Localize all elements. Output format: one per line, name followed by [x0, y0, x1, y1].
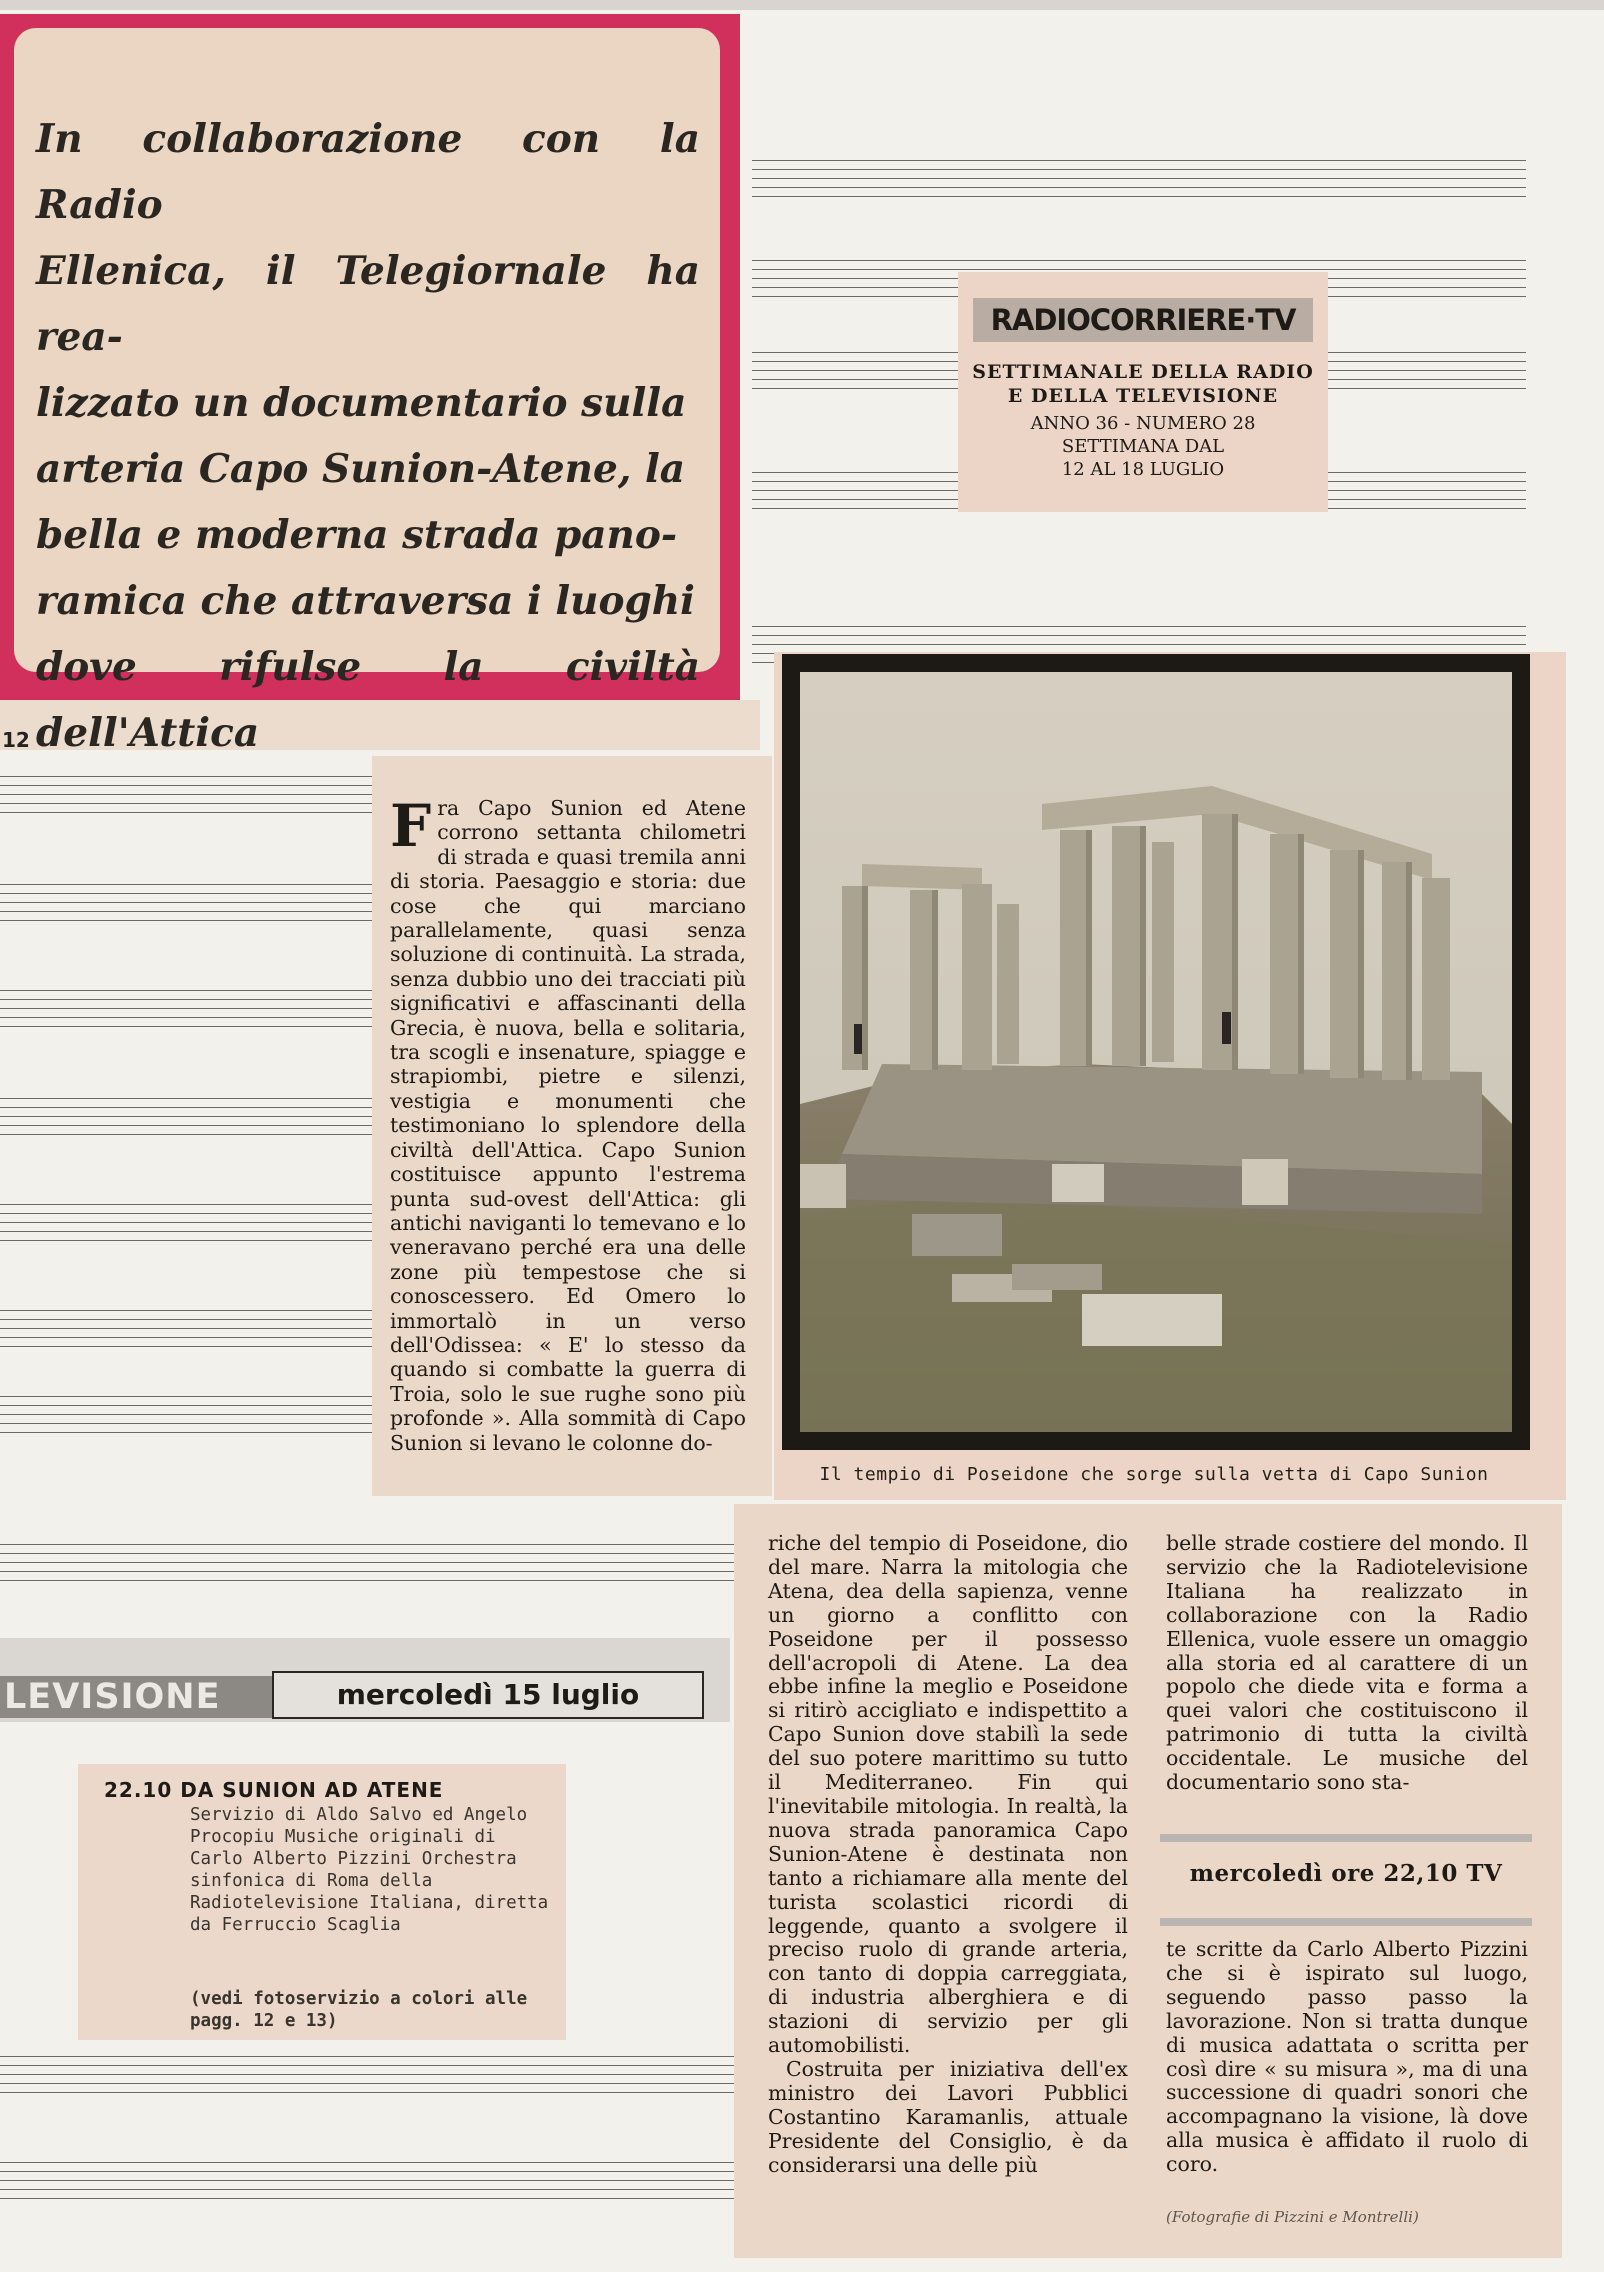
masthead-line — [958, 360, 1328, 408]
intro-text — [36, 106, 700, 766]
intro-line: In collaborazione con la Radio — [36, 116, 700, 228]
article-paragraph: Costruita per iniziativa dell'ex ministro dei Lavori Pubblici Costantino Karamanlis, attuale Presidente del Consiglio, è da considerarsi una delle più — [768, 2056, 1128, 2177]
staff-lines — [0, 1098, 372, 1140]
airtime-label: mercoledì ore 22,10 TV — [1189, 1860, 1503, 1887]
article-columns-2-3 — [734, 1504, 1562, 2258]
photo-caption: Il tempio di Poseidone che sorge sulla vetta di Capo Sunion — [819, 1464, 1489, 1485]
photo-credit: (Fotografie di Pizzini e Montrelli) — [1166, 2208, 1419, 2226]
article-text — [390, 792, 746, 1455]
listing-note: (vedi fotoservizio a colori alle pagg. 12 e 13) — [190, 1989, 528, 2031]
masthead-week-dates: 12 AL 18 LUGLIO — [1061, 459, 1225, 480]
article-paragraph: riche del tempio di Poseidone, dio del mare. Narra la mitologia che Atena, dea della sapienza, venne un giorno a conflitto con Poseidone per il possesso dell'acropoli di Atene. La dea ebbe infine la meglio e Poseidone si ritirò accigliato e indispettito a Capo Sunion dove stabilì la sede del suo potere marittimo su tutto il Mediterraneo. Fin qui l'inevitabile mitologia. In realtà, la nuova strada panoramica Capo Sunion-Atene è destinata non tanto a richiamare alla mente del turista scolastici ricordi di leggende, quanto a svolgere il preciso ruolo di grande arteria, con tanto di doppia carreggiata, di industria alberghiera e di stazioni di servizio per gli automobilisti. — [768, 1531, 1128, 2058]
temple-photo — [782, 654, 1530, 1450]
listing-time-title: 22.10 DA SUNION AD ATENE — [104, 1778, 444, 1802]
airtime-box — [1160, 1834, 1532, 1926]
top-edge-strip — [0, 0, 1604, 10]
intro-line: lizzato un documentario sulla — [36, 380, 687, 426]
tv-banner — [0, 1638, 730, 1722]
article-col1-text: ra Capo Sunion ed Atene corrono settanta chilometri di strada e quasi tremila anni di storia. Paesaggio e storia: due cose che qui marciano parallelamente, quasi senza soluzione di continuità. La strada, senza dubbio uno dei tracciati più significativi e affascinanti della Grecia, è nuova, bella e solitaria, tra scogli e insenature, spiagge e strapiombi, pietre e silenzi, vestigia e monumenti che testimoniano lo splendore della civiltà dell'Attica. Capo Sunion costituisce appunto l'estrema punta sud-ovest dell'Attica: gli antichi naviganti lo temevano e lo veneravano perché era una delle zone più tempestose che si conoscessero. Ed Omero lo immortalò in un verso dell'Odissea: « E' lo stesso da quando si combatte la guerra di Troia, solo le sue rughe sono più profonde ». Alla sommità di Capo Sunion si levano le colonne do- — [390, 796, 746, 1455]
article-column-3-top: belle strade costiere del mondo. Il servizio che la Radiotelevisione Italiana ha realizzato in collaborazione con la Radio Ellenica, vuole essere un omaggio alla storia ed al carattere di un popolo che diede vita e forma a quei valori che costituiscono il patrimonio di tutta la civiltà occidentale. Le musiche del documentario sono sta- — [1166, 1531, 1528, 1795]
intro-line: dove rifulse la civiltà dell'Attica — [36, 644, 700, 756]
staff-lines — [0, 776, 372, 818]
listing-credits: Servizio di Aldo Salvo ed Angelo Procopiu Musiche originali di Carlo Alberto Pizzini Orchestra sinfonica di Roma della Radiotelevisione Italiana, diretta da Ferruccio Scaglia — [190, 1805, 549, 1935]
article-column-3-bottom: te scritte da Carlo Alberto Pizzini che si è ispirato sul luogo, seguendo passo passo la lavorazione. Non si tratta dunque di musica adattata o scritta per così dire « su misura », ma di una successione di quadri sonori che accompagnano la visione, là dove alla musica è affidato il ruolo di coro. — [1166, 1937, 1528, 2177]
article-column-1 — [372, 756, 772, 1496]
divider — [1160, 1834, 1532, 1842]
masthead-issue — [958, 412, 1328, 481]
drop-cap: F — [390, 792, 432, 860]
intro-line: arteria Capo Sunion-Atene, la — [36, 446, 686, 492]
staff-lines — [0, 2056, 734, 2098]
masthead-week-label: SETTIMANA DAL — [1061, 436, 1225, 457]
magazine-logo: RADIOCORRIERE·TV — [973, 298, 1313, 342]
staff-lines — [0, 884, 372, 926]
staff-lines — [0, 2162, 734, 2204]
staff-lines — [752, 160, 1526, 202]
staff-lines — [0, 1204, 372, 1246]
intro-line: Ellenica, il Telegiornale ha rea- — [36, 248, 700, 360]
photo-clipping — [774, 652, 1566, 1500]
masthead — [958, 272, 1328, 512]
tv-section-label: LEVISIONE — [0, 1676, 274, 1718]
temple-of-poseidon-image — [782, 654, 1530, 1450]
staff-lines — [0, 990, 372, 1032]
page-number: 12 — [2, 728, 30, 752]
staff-lines — [0, 1396, 372, 1438]
intro-line: ramica che attraversa i luoghi — [36, 578, 695, 624]
tv-listing — [78, 1764, 566, 2040]
intro-line: bella e moderna strada pano- — [36, 512, 678, 558]
article-column-2 — [768, 1532, 1128, 2177]
divider — [1160, 1918, 1532, 1926]
broadcast-day: mercoledì 15 luglio — [272, 1671, 704, 1719]
staff-lines — [0, 1544, 734, 1586]
masthead-issue-number: ANNO 36 - NUMERO 28 — [1030, 413, 1256, 434]
masthead-subtitle-2: E DELLA TELEVISIONE — [1007, 385, 1279, 407]
masthead-subtitle-1: SETTIMANALE DELLA RADIO — [972, 361, 1314, 383]
staff-lines — [0, 1310, 372, 1352]
